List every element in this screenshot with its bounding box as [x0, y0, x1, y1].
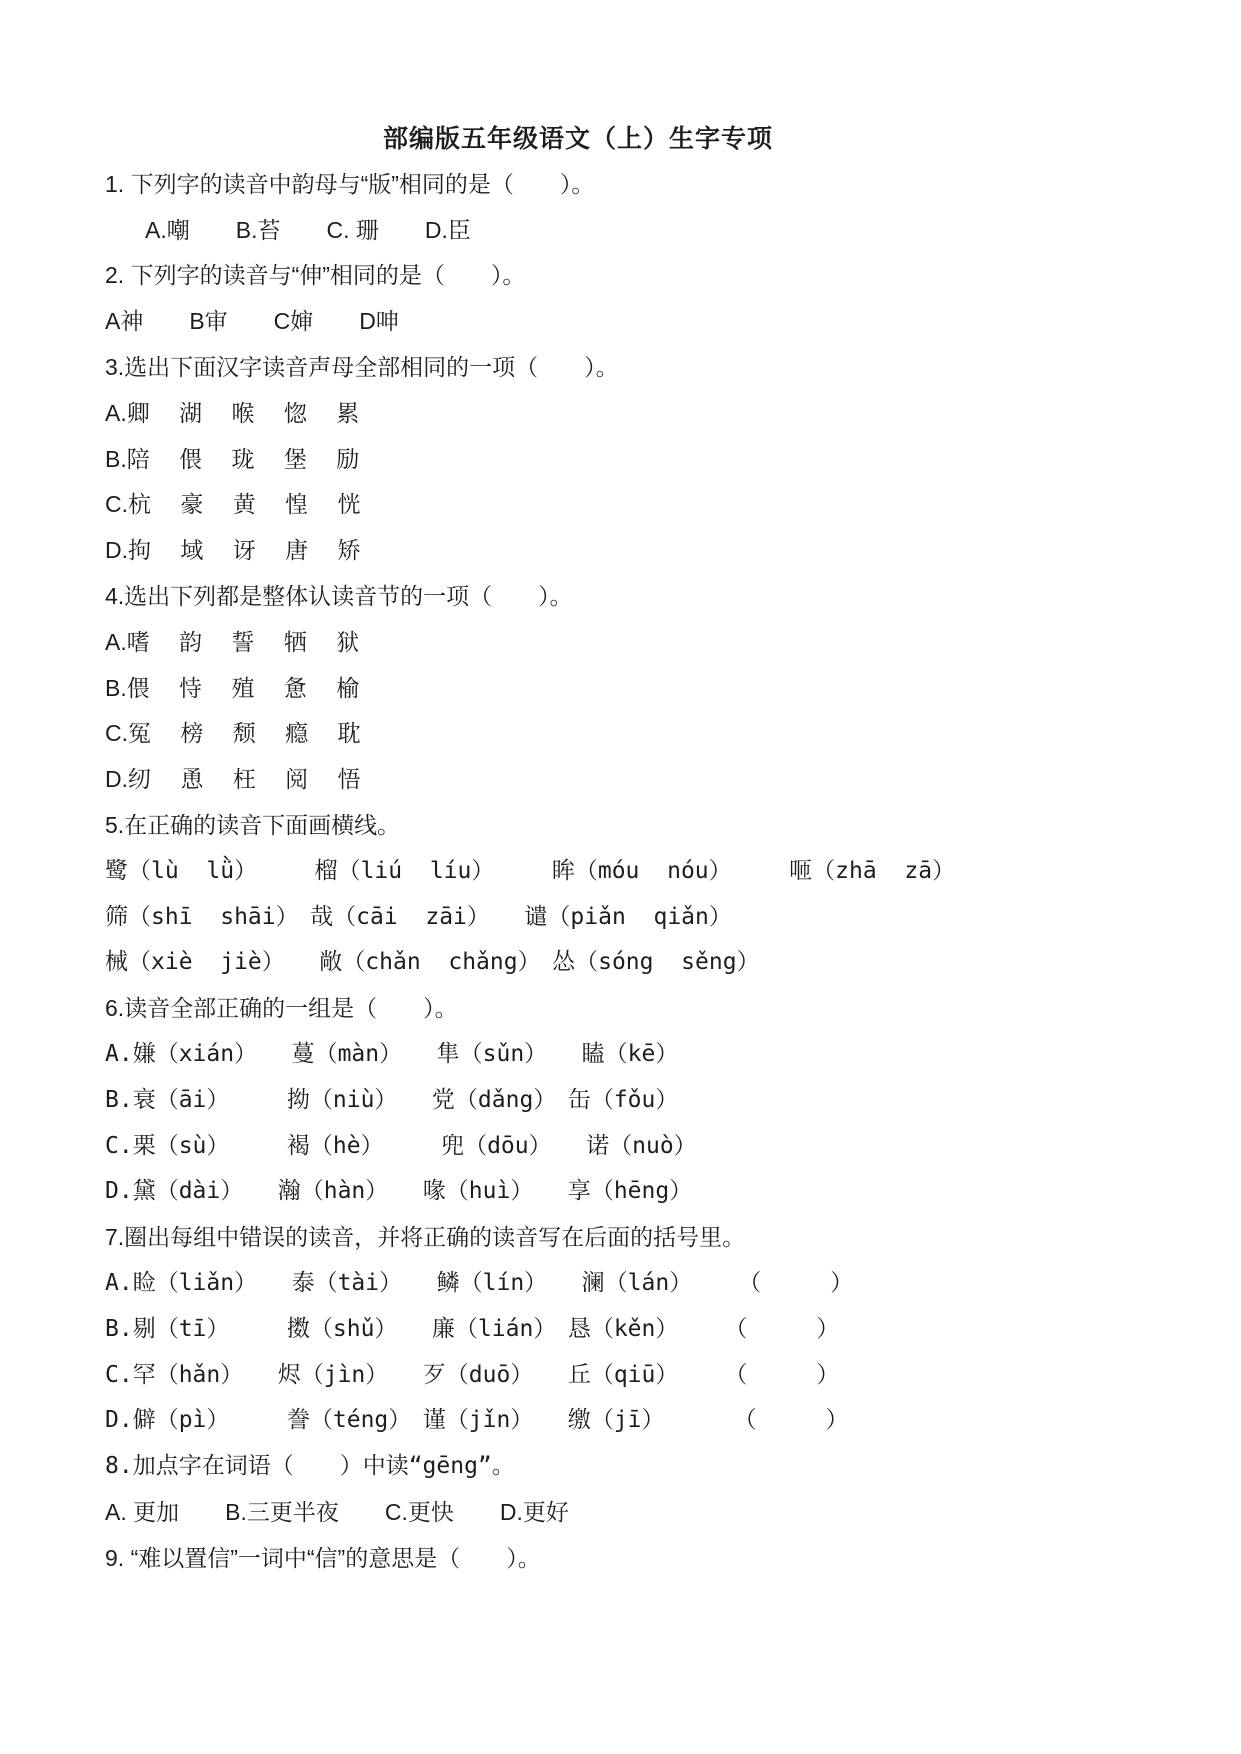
question-3-stem: 3.选出下面汉字读音声母全部相同的一项（ ）。 — [105, 353, 619, 380]
question-7-option-c: C.罕（hǎn） 烬（jìn） 歹（duō） 丘（qiū） （ ） — [105, 1361, 840, 1388]
question-3-option-c: C.杭 豪 黄 惶 恍 — [105, 491, 361, 518]
question-4-option-b: B.偎 恃 殖 惫 榆 — [105, 674, 360, 701]
question-1-options: A.嘲 B.苔 C. 珊 D.臣 — [145, 216, 471, 243]
question-3-option-b: B.陪 偎 珑 堡 励 — [105, 445, 360, 472]
question-4-option-d: D.纫 恿 枉 阅 悟 — [105, 766, 361, 793]
question-2-options: A神 B审 C婶 D呻 — [105, 308, 399, 335]
question-8-stem: 8.加点字在词语（ ）中读“gēng”。 — [105, 1453, 515, 1480]
question-6-option-c: C.栗（sù） 褐（hè） 兜（dōu） 诺（nuò） — [105, 1132, 697, 1159]
question-8-options: A. 更加 B.三更半夜 C.更快 D.更好 — [105, 1498, 569, 1525]
doc-title: 部编版五年级语文（上）生字专项 — [382, 124, 773, 153]
question-7-option-d: D.僻（pì） 誊（téng） 谨（jǐn） 缴（jī） （ ） — [105, 1407, 849, 1434]
question-5-stem: 5.在正确的读音下面画横线。 — [105, 811, 401, 838]
question-2-stem: 2. 下列字的读音与“伸”相同的是（ ）。 — [105, 262, 526, 289]
question-7-option-b: B.剔（tī） 擞（shǔ） 廉（lián） 恳（kěn） （ ） — [105, 1315, 840, 1342]
question-6-option-d: D.黛（dài） 瀚（hàn） 喙（huì） 享（hēng） — [105, 1178, 693, 1205]
question-7-option-a: A.睑（liǎn） 泰（tài） 鳞（lín） 澜（lán） （ ） — [105, 1269, 854, 1296]
question-5-row-3: 械（xiè jiè） 敞（chǎn chǎng） 怂（sóng sěng） — [105, 949, 760, 976]
question-4-option-c: C.冤 榜 颓 瘾 耽 — [105, 720, 361, 747]
question-7-stem: 7.圈出每组中错误的读音，并将正确的读音写在后面的括号里。 — [105, 1224, 746, 1251]
question-1-stem: 1. 下列字的读音中韵母与“版”相同的是（ ）。 — [105, 170, 595, 197]
question-6-stem: 6.读音全部正确的一组是（ ）。 — [105, 995, 458, 1022]
question-3-option-d: D.拘 域 讶 唐 矫 — [105, 537, 361, 564]
question-6-option-b: B.衰（āi） 拗（niù） 党（dǎng） 缶（fǒu） — [105, 1086, 679, 1113]
question-4-option-a: A.嗜 韵 誓 牺 狱 — [105, 628, 360, 655]
question-5-row-1: 鹭（lù lǜ） 榴（liú líu） 眸（móu nóu） 咂（zhā zā） — [105, 857, 956, 884]
question-4-stem: 4.选出下列都是整体认读音节的一项（ ）。 — [105, 582, 573, 609]
question-3-option-a: A.卿 湖 喉 惚 累 — [105, 399, 360, 426]
question-9-stem: 9. “难以置信”一词中“信”的意思是（ ）。 — [105, 1544, 541, 1571]
question-6-option-a: A.嫌（xián） 蔓（màn） 隼（sǔn） 瞌（kē） — [105, 1040, 679, 1067]
question-5-row-2: 筛（shī shāi） 哉（cāi zāi） 谴（piǎn qiǎn） — [105, 903, 732, 930]
